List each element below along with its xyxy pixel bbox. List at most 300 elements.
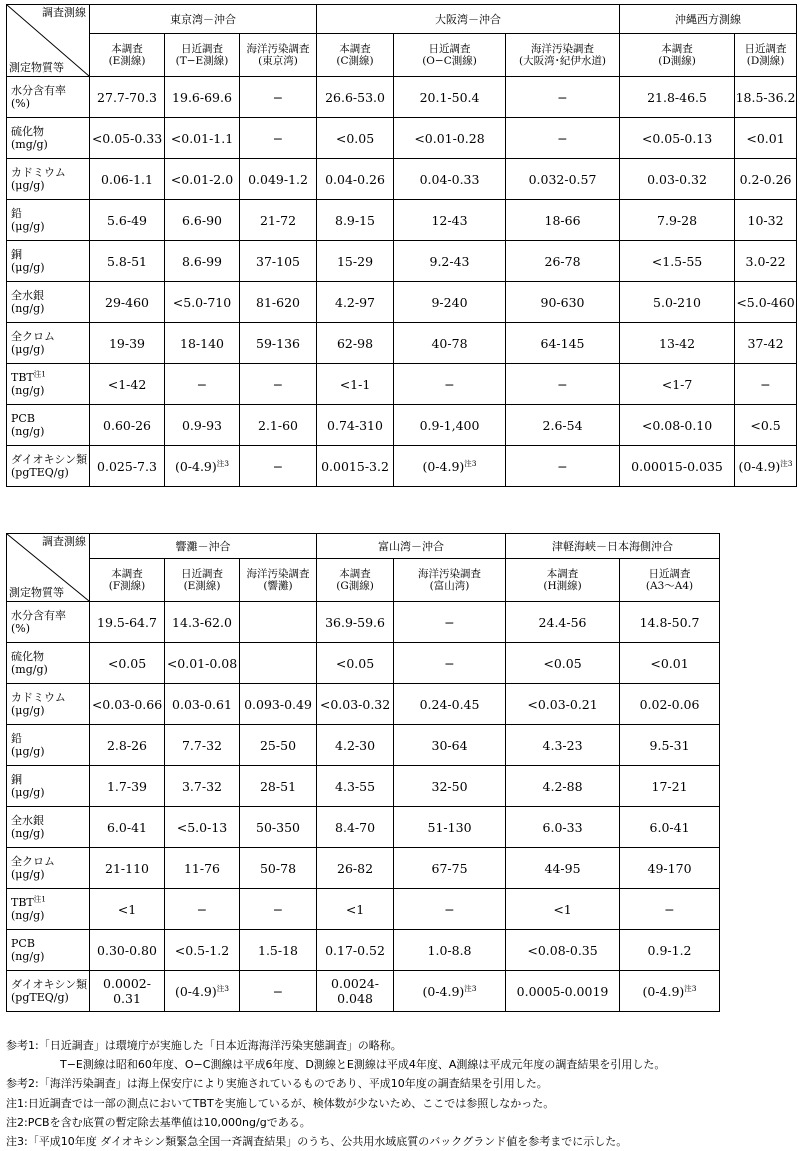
cell-value: <0.05-0.33 — [91, 130, 163, 146]
cell-value: 19-39 — [108, 335, 146, 351]
table-cell — [506, 118, 620, 159]
cell-value: − — [557, 458, 568, 474]
cell-value: − — [196, 376, 208, 392]
cell-value: <1 — [117, 901, 137, 917]
table-row — [7, 602, 720, 643]
row-label-name — [11, 166, 89, 179]
cell-value: − — [196, 901, 208, 917]
table-cell — [620, 364, 735, 405]
note-3: 注3:「平成10年度 ダイオキシン類緊急全国一斉調査結果」のうち、公共用水域底質のバックグランド値を参考までに示した。 — [6, 1135, 628, 1149]
cell-value: 59-136 — [256, 335, 300, 351]
table-cell — [90, 930, 165, 971]
table-cell — [90, 766, 165, 807]
table-cell — [394, 200, 506, 241]
table-cell — [90, 602, 165, 643]
cell-value: 4.2-97 — [335, 294, 376, 310]
table-cell — [90, 200, 165, 241]
cell-value: − — [272, 376, 284, 392]
table1-group-osaka: 大阪湾－沖合 — [317, 5, 620, 34]
row-label-unit: (ng/g) — [11, 302, 45, 315]
table-cell — [394, 725, 506, 766]
note-ref1-detail: T−E測線は昭和60年度、O−C測線は平成6年度、D測線とE測線は平成4年度、A測線は平成元年度の調査結果を引用した。 — [60, 1058, 666, 1072]
row-label-name-text: 水分含有率 — [11, 609, 66, 622]
cell-value: 4.2-30 — [335, 737, 376, 753]
row-label-name-text: TBT — [11, 371, 34, 384]
row-label — [7, 684, 90, 725]
table-cell — [90, 807, 165, 848]
cell-value: <0.03-0.21 — [527, 696, 598, 712]
table-cell — [165, 930, 240, 971]
cell-value: 5.0-210 — [653, 294, 702, 310]
row-label-name — [11, 453, 89, 466]
table-cell — [394, 930, 506, 971]
cell-value: 8.9-15 — [335, 212, 376, 228]
cell-value: 1.7-39 — [106, 778, 147, 794]
table-cell — [317, 323, 394, 364]
row-label-unit: (%) — [11, 97, 31, 110]
table-cell — [165, 282, 240, 323]
table-cell — [240, 807, 317, 848]
row-label-name-text: 全クロム — [11, 330, 55, 343]
column-header-survey: 日近調査 — [181, 568, 223, 580]
cell-value: 9-240 — [431, 294, 468, 310]
cell-value: <0.01 — [746, 130, 785, 146]
cell-value: 37-42 — [747, 335, 784, 351]
cell-value: 14.3-62.0 — [172, 614, 232, 630]
table-cell — [317, 971, 394, 1012]
table-cell — [620, 725, 720, 766]
cell-value: <0.05 — [335, 130, 375, 146]
table-row — [7, 241, 797, 282]
sediment-table-1 — [6, 4, 797, 487]
table-row — [7, 971, 720, 1012]
row-label-name — [11, 248, 89, 261]
table-cell — [165, 848, 240, 889]
cell-value: <0.03-0.32 — [319, 696, 391, 712]
table-cell — [240, 848, 317, 889]
cell-value: 6.0-33 — [542, 819, 583, 835]
cell-value: 90-630 — [540, 294, 585, 310]
table-cell — [394, 282, 506, 323]
cell-value: − — [557, 376, 568, 392]
cell-value: 9.5-31 — [649, 737, 690, 753]
table-row — [7, 930, 720, 971]
table-cell — [165, 241, 240, 282]
column-header — [240, 34, 317, 77]
column-header-survey: 海洋汚染調査 — [531, 43, 595, 55]
table-cell — [506, 364, 620, 405]
table1-corner-header — [7, 5, 90, 77]
row-label — [7, 971, 90, 1012]
cell-value: 10-32 — [747, 212, 784, 228]
cell-value: <0.01-1.1 — [170, 130, 234, 146]
column-header — [620, 559, 720, 602]
column-header — [317, 559, 394, 602]
cell-value: <0.5-1.2 — [174, 942, 230, 958]
row-label — [7, 807, 90, 848]
column-header-survey: 海洋汚染調査 — [246, 43, 310, 55]
cell-value: 0.025-7.3 — [97, 458, 157, 474]
row-label — [7, 200, 90, 241]
row-label — [7, 446, 90, 487]
table-cell — [90, 118, 165, 159]
table-cell — [317, 889, 394, 930]
column-header — [506, 559, 620, 602]
cell-value: 49-170 — [647, 860, 692, 876]
table-cell — [735, 200, 797, 241]
row-label-name — [11, 978, 89, 991]
row-label-name — [11, 814, 89, 827]
cell-value: 0.049-1.2 — [248, 171, 308, 187]
cell-value: 44-95 — [544, 860, 581, 876]
cell-value: (0-4.9) — [422, 983, 465, 999]
cell-value: 0.04-0.26 — [325, 171, 385, 187]
column-header-line: (E測線) — [108, 55, 146, 67]
footnote-marker: 注3 — [216, 983, 230, 993]
row-label-name-text: 硫化物 — [11, 125, 44, 138]
cell-value: 40-78 — [431, 335, 468, 351]
cell-value: 24.4-56 — [538, 614, 587, 630]
cell-value: <0.01-0.08 — [166, 655, 238, 671]
row-label-name — [11, 84, 89, 97]
cell-value: 12-43 — [431, 212, 468, 228]
table-cell — [620, 200, 735, 241]
cell-value: <0.5 — [750, 417, 781, 433]
row-label-name-text: 銅 — [11, 773, 22, 786]
table-cell — [317, 241, 394, 282]
table-cell — [317, 405, 394, 446]
cell-value: 0.9-1.2 — [647, 942, 692, 958]
table-cell — [506, 323, 620, 364]
table1-corner-line-label: 調査測線 — [42, 6, 86, 19]
table-cell — [165, 684, 240, 725]
row-label-name — [11, 125, 89, 138]
column-header-survey: 海洋汚染調査 — [246, 568, 310, 580]
cell-value: 19.6-69.6 — [172, 89, 232, 105]
cell-value: 19.5-64.7 — [97, 614, 157, 630]
table-row — [7, 323, 797, 364]
column-header — [394, 34, 506, 77]
column-header — [90, 34, 165, 77]
table-cell — [620, 643, 720, 684]
table-cell — [506, 848, 620, 889]
table-cell — [394, 364, 506, 405]
column-header-survey: 日近調査 — [744, 43, 787, 55]
column-header-line: (東京湾) — [258, 55, 298, 67]
table-cell — [165, 364, 240, 405]
table-cell — [620, 241, 735, 282]
footnote-marker: 注3 — [216, 458, 230, 468]
table-cell — [90, 725, 165, 766]
column-header-line: (A3〜A4) — [645, 580, 694, 592]
cell-value: 20.1-50.4 — [419, 89, 480, 105]
row-label — [7, 282, 90, 323]
cell-value: 6.0-41 — [106, 819, 147, 835]
cell-value: 2.6-54 — [542, 417, 583, 433]
cell-value: 29-460 — [105, 294, 149, 310]
footnote-marker: 注1 — [33, 894, 47, 904]
cell-value: 5.6-49 — [106, 212, 147, 228]
row-label-unit: (μg/g) — [11, 220, 45, 233]
row-label-unit: (μg/g) — [11, 868, 45, 881]
cell-value: 0.9-1,400 — [419, 417, 480, 433]
table-cell — [506, 602, 620, 643]
note-1: 注1:日近調査では一部の測点においてTBTを実施しているが、検体数が少ないため、ここでは参照しなかった。 — [6, 1096, 555, 1110]
column-header-survey: 本調査 — [111, 568, 143, 580]
row-label-name-text: 全クロム — [11, 855, 55, 868]
table-row — [7, 807, 720, 848]
table-cell — [394, 118, 506, 159]
table2-group-hibikinada: 響灘－沖合 — [90, 534, 317, 559]
row-label — [7, 323, 90, 364]
column-header-line: (D測線) — [746, 55, 785, 67]
table-cell — [165, 118, 240, 159]
table-cell — [90, 282, 165, 323]
table-row — [7, 446, 797, 487]
table-cell — [506, 971, 620, 1012]
column-header — [90, 559, 165, 602]
table-cell — [240, 725, 317, 766]
cell-value: − — [272, 983, 284, 999]
cell-value: 2.8-26 — [106, 737, 147, 753]
column-header — [735, 34, 797, 77]
cell-value: − — [444, 614, 455, 630]
table-cell — [620, 159, 735, 200]
table-row — [7, 725, 720, 766]
cell-value: − — [444, 655, 455, 671]
cell-value: 21-72 — [259, 212, 297, 228]
table-cell — [506, 77, 620, 118]
cell-value: <0.05 — [335, 655, 375, 671]
row-label-unit: (μg/g) — [11, 745, 45, 758]
row-label-name-text: 水分含有率 — [11, 84, 66, 97]
row-label-name — [11, 650, 89, 663]
note-2: 注2:PCBを含む底質の暫定除去基準値は10,000ng/gである。 — [6, 1115, 311, 1129]
table-cell — [240, 282, 317, 323]
cell-value: − — [272, 130, 284, 146]
table-cell — [90, 684, 165, 725]
column-header-survey: 日近調査 — [428, 43, 471, 55]
table-cell — [394, 807, 506, 848]
table1-group-okinawa: 沖縄西方測線 — [620, 5, 797, 34]
table-cell — [394, 241, 506, 282]
table-cell — [620, 77, 735, 118]
table-cell — [165, 446, 240, 487]
cell-value: <5.0-13 — [176, 819, 228, 835]
table-cell — [240, 643, 317, 684]
cell-value: 36.9-59.6 — [325, 614, 385, 630]
table-cell — [735, 118, 797, 159]
cell-value: 0.24-0.45 — [419, 696, 480, 712]
column-header — [620, 34, 735, 77]
row-label-name-text: PCB — [11, 412, 35, 425]
cell-value: − — [760, 376, 771, 392]
row-label-name — [11, 855, 89, 868]
table-cell — [90, 323, 165, 364]
table-cell — [165, 405, 240, 446]
cell-value: 25-50 — [259, 737, 297, 753]
table-cell — [90, 241, 165, 282]
table-cell — [317, 643, 394, 684]
column-header — [317, 34, 394, 77]
row-label-name — [11, 330, 89, 343]
cell-value: <1-7 — [661, 376, 693, 392]
cell-value: 0.60-26 — [103, 417, 151, 433]
column-header-line: (富山湾) — [429, 580, 470, 592]
cell-value: <0.01-2.0 — [170, 171, 234, 187]
cell-value: 14.8-50.7 — [639, 614, 700, 630]
table-cell — [506, 766, 620, 807]
row-label — [7, 889, 90, 930]
row-label-unit: (mg/g) — [11, 663, 48, 676]
table-cell — [240, 602, 317, 643]
column-header-survey: 本調査 — [546, 568, 579, 580]
column-header — [240, 559, 317, 602]
cell-value: 2.1-60 — [258, 417, 299, 433]
table-cell — [165, 971, 240, 1012]
cell-value: 62-98 — [336, 335, 374, 351]
column-header-survey: 本調査 — [339, 568, 371, 580]
column-header-survey: 日近調査 — [181, 43, 223, 55]
cell-value: − — [272, 89, 284, 105]
cell-value: <0.01-0.28 — [414, 130, 485, 146]
cell-value: 15-29 — [336, 253, 374, 269]
row-label — [7, 602, 90, 643]
table-cell — [506, 807, 620, 848]
note-ref1: 参考1:「日近調査」は環境庁が実施した「日本近海海洋汚染実態調査」の略称。 — [6, 1039, 402, 1052]
cell-value: 0.0005-0.0019 — [516, 983, 609, 999]
row-label-name-text: 鉛 — [11, 732, 22, 745]
table-cell — [620, 602, 720, 643]
table-cell — [506, 241, 620, 282]
cell-value: 0.17-0.52 — [325, 942, 385, 958]
column-header — [165, 34, 240, 77]
cell-value: 1.0-8.8 — [427, 942, 472, 958]
table1-corner-item-label: 測定物質等 — [9, 61, 64, 74]
column-header-survey: 本調査 — [339, 43, 371, 55]
table-cell — [620, 971, 720, 1012]
footnote-marker: 注3 — [464, 458, 477, 468]
row-label — [7, 364, 90, 405]
cell-value: 0.02-0.06 — [639, 696, 700, 712]
cell-value: 0.03-0.61 — [172, 696, 232, 712]
table-cell — [620, 848, 720, 889]
row-label — [7, 725, 90, 766]
cell-value: 4.3-55 — [335, 778, 376, 794]
cell-value: 0.093-0.49 — [244, 696, 312, 712]
table-cell — [317, 807, 394, 848]
cell-value: 18-140 — [180, 335, 224, 351]
table-cell — [90, 77, 165, 118]
cell-value: <5.0-710 — [172, 294, 232, 310]
table-cell — [240, 200, 317, 241]
table-cell — [240, 930, 317, 971]
table-cell — [165, 889, 240, 930]
cell-value: 8.4-70 — [335, 819, 376, 835]
cell-value: − — [664, 901, 675, 917]
row-label-name-text: 鉛 — [11, 207, 22, 220]
table-row — [7, 684, 720, 725]
cell-value: <0.05 — [107, 655, 147, 671]
table-cell — [394, 971, 506, 1012]
table-cell — [165, 807, 240, 848]
cell-value: 51-130 — [427, 819, 472, 835]
table-cell — [165, 159, 240, 200]
table-cell — [317, 282, 394, 323]
row-label — [7, 77, 90, 118]
table-cell — [240, 77, 317, 118]
table-cell — [240, 446, 317, 487]
table-cell — [165, 323, 240, 364]
table-cell — [90, 643, 165, 684]
row-label-name-text: カドミウム — [11, 166, 66, 179]
row-label — [7, 930, 90, 971]
row-label-name — [11, 691, 89, 704]
table-cell — [620, 684, 720, 725]
cell-value: <5.0-460 — [736, 294, 795, 310]
row-label-name — [11, 732, 89, 745]
cell-value: 50-78 — [259, 860, 297, 876]
table-cell — [165, 643, 240, 684]
cell-value: 7.7-32 — [181, 737, 222, 753]
table-cell — [317, 848, 394, 889]
cell-value: 50-350 — [256, 819, 301, 835]
table-cell — [240, 364, 317, 405]
table-row — [7, 889, 720, 930]
cell-value: <1-1 — [339, 376, 371, 392]
table-cell — [394, 405, 506, 446]
row-label-name-text: 全水銀 — [11, 289, 44, 302]
table-cell — [735, 241, 797, 282]
table-cell — [620, 282, 735, 323]
column-header-line: (D測線) — [658, 55, 696, 67]
column-header — [394, 559, 506, 602]
row-label-unit: (μg/g) — [11, 786, 45, 799]
table2-corner-header — [7, 534, 90, 602]
table-cell — [506, 643, 620, 684]
row-label-name-text: PCB — [11, 937, 35, 950]
cell-value: <0.08-0.10 — [641, 417, 713, 433]
cell-value: 0.00015-0.035 — [631, 458, 723, 474]
cell-value: 37-105 — [256, 253, 300, 269]
column-header-line: (大阪湾･紀伊水道) — [519, 55, 606, 67]
table-cell — [165, 200, 240, 241]
row-label — [7, 643, 90, 684]
cell-value: 0.30-0.80 — [97, 942, 157, 958]
column-header-line: (F測線) — [108, 580, 146, 592]
row-label — [7, 405, 90, 446]
row-label-name — [11, 289, 89, 302]
cell-value: 32-50 — [431, 778, 468, 794]
table-cell — [506, 200, 620, 241]
table-cell — [506, 725, 620, 766]
table-cell — [240, 971, 317, 1012]
cell-value: <1.5-55 — [651, 253, 703, 269]
cell-value: 27.7-70.3 — [97, 89, 157, 105]
cell-value: 0.2-0.26 — [739, 171, 792, 187]
cell-value: 26-82 — [337, 860, 374, 876]
row-label-name — [11, 773, 89, 786]
table-cell — [317, 159, 394, 200]
table-cell — [394, 77, 506, 118]
table-cell — [620, 446, 735, 487]
row-label — [7, 159, 90, 200]
row-label-name-text: 全水銀 — [11, 814, 44, 827]
row-label-unit: (pgTEQ/g) — [11, 991, 69, 1004]
column-header-line: (C測線) — [336, 55, 374, 67]
table-cell — [317, 766, 394, 807]
table-row — [7, 282, 797, 323]
